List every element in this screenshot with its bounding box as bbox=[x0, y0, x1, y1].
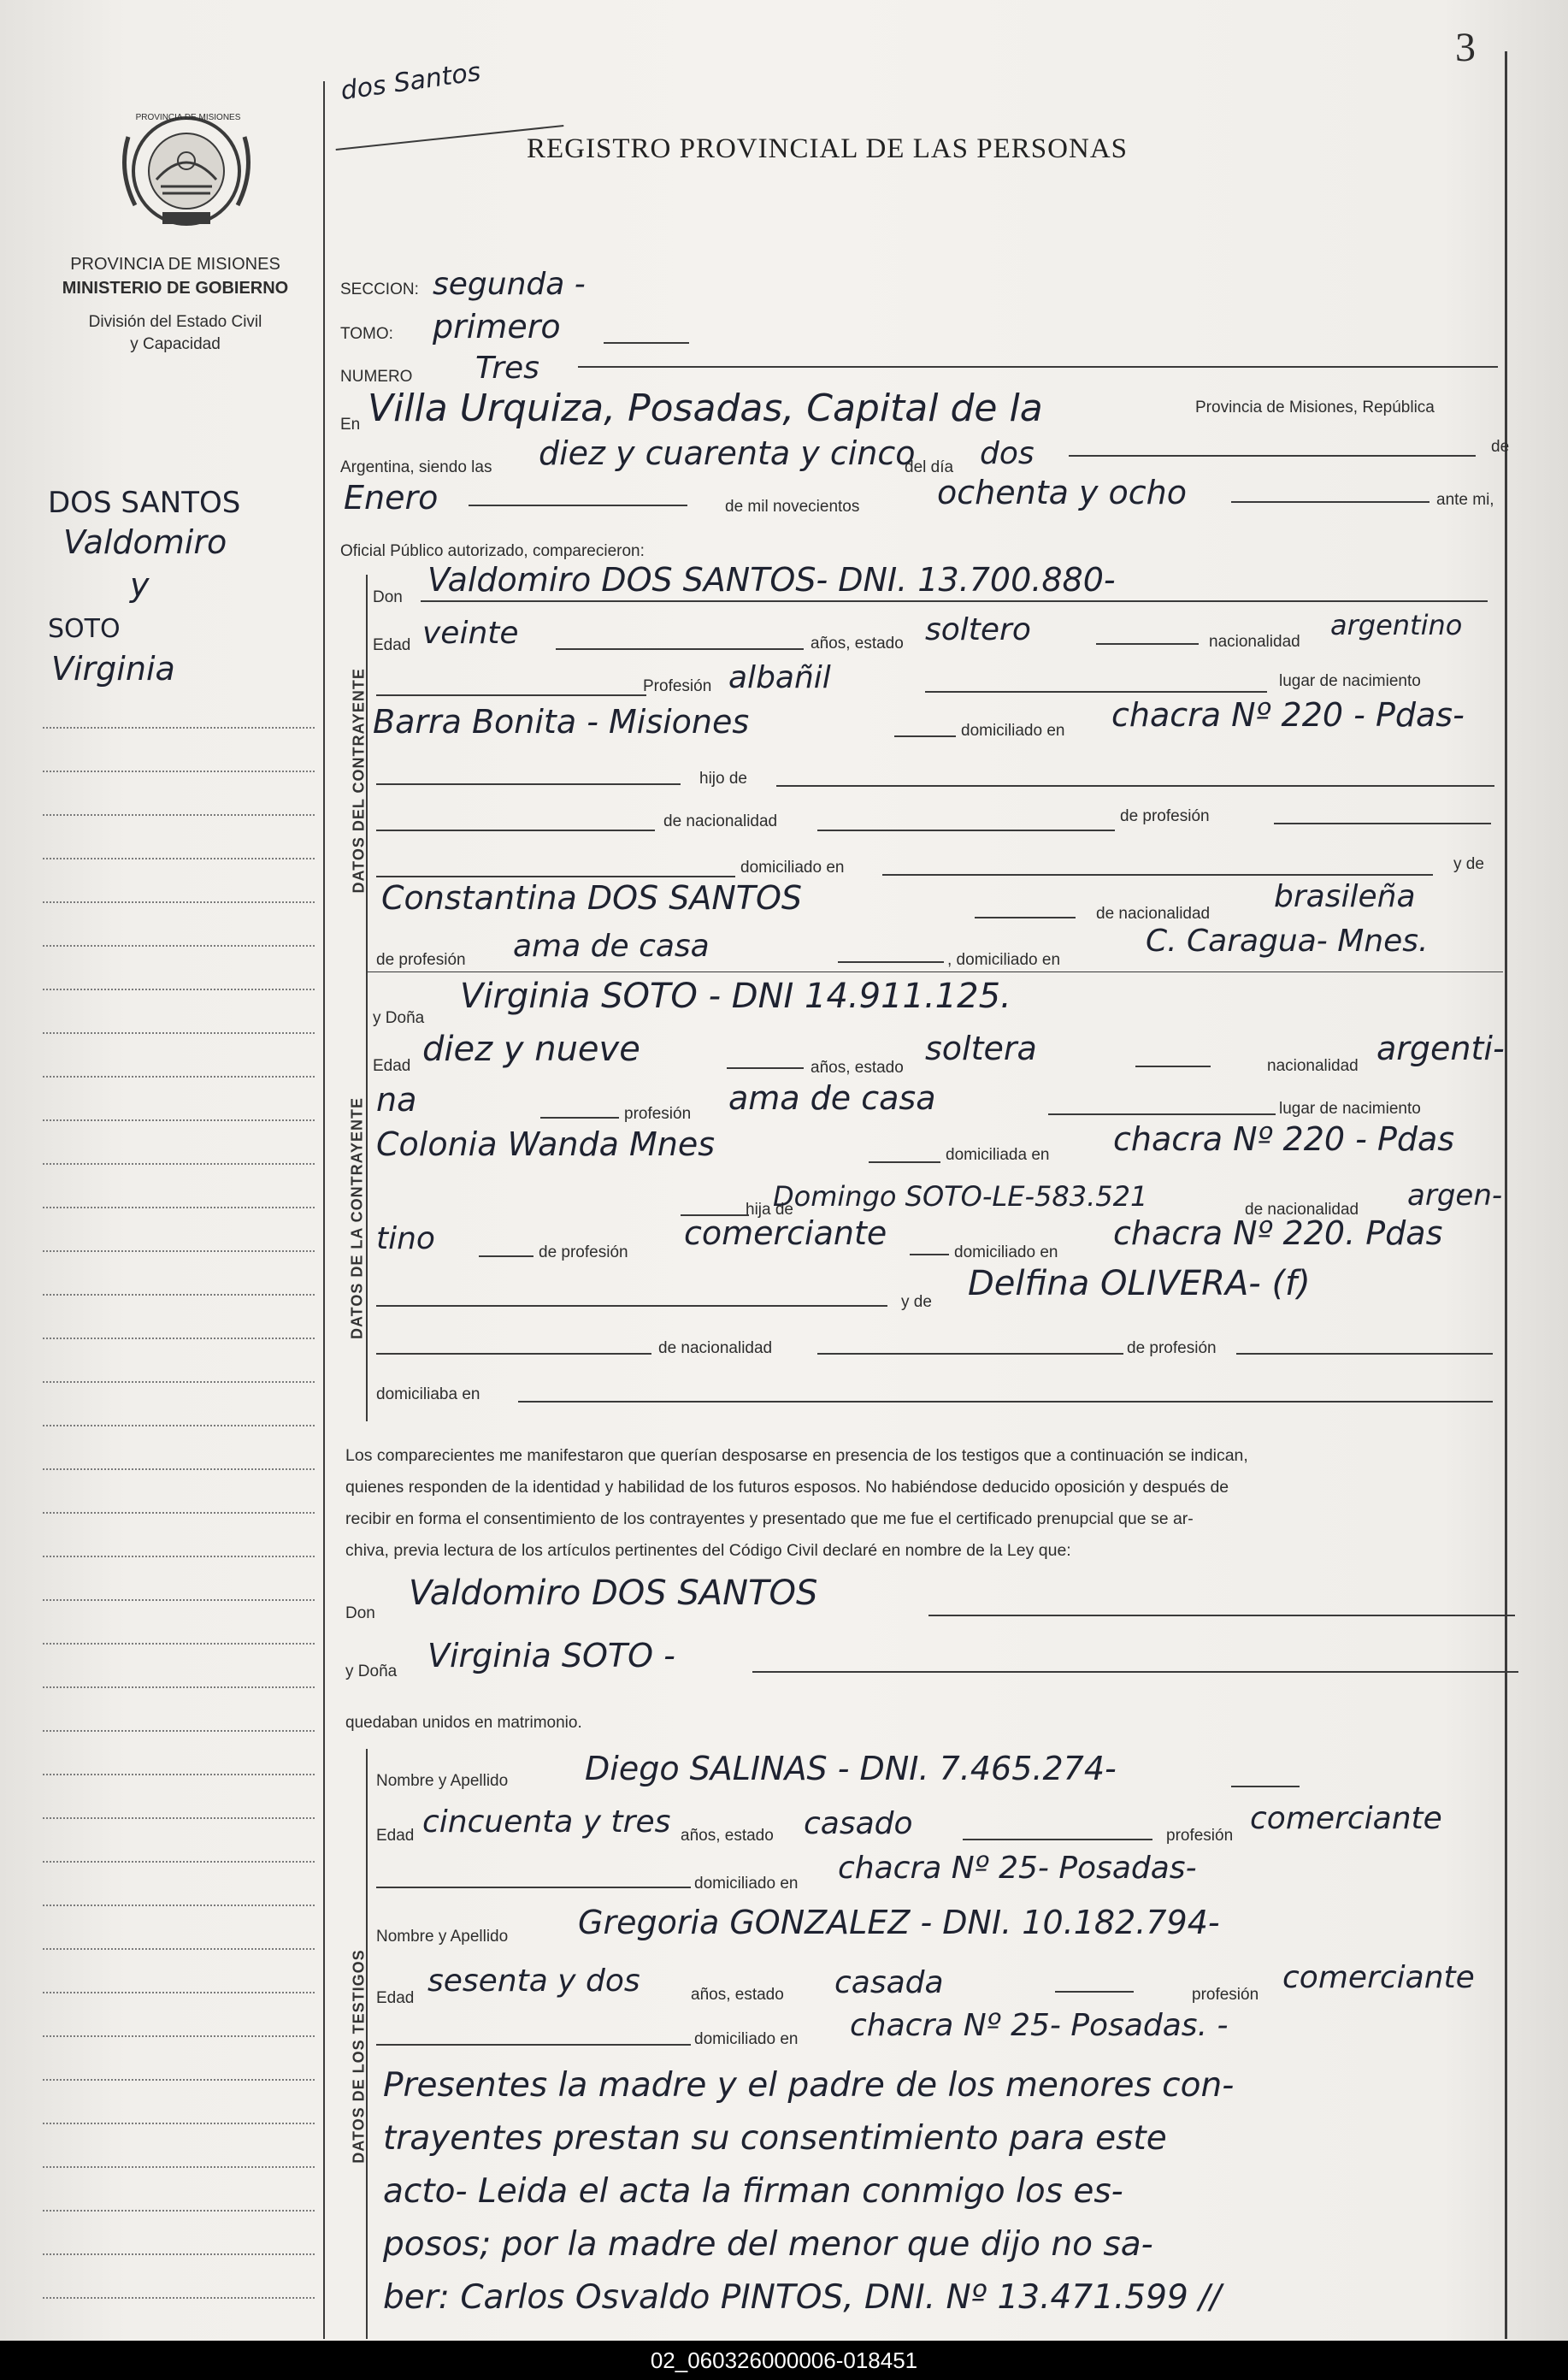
contrayenta-y-de-label: y de bbox=[901, 1293, 932, 1311]
margin-dotted-line bbox=[43, 1076, 315, 1078]
margin-dotted-line bbox=[43, 1948, 315, 1950]
lugar-nacimiento-label: lugar de nacimiento bbox=[1279, 672, 1421, 690]
testigo2-nombre-label: Nombre y Apellido bbox=[376, 1928, 509, 1946]
padre-nac-pre-underline bbox=[376, 830, 655, 831]
declaracion-line-2: quienes responden de la identidad y habilidad de los futuros esposos. No habiéndose deducido oposición y después de bbox=[345, 1478, 1229, 1497]
testigo2-profesion: comerciante bbox=[1282, 1960, 1475, 1995]
margin-dotted-line bbox=[43, 1294, 315, 1296]
margin-dotted-line bbox=[43, 1468, 315, 1470]
margin-dotted-line bbox=[43, 1992, 315, 1993]
y-de-label: y de bbox=[1453, 855, 1484, 873]
oficial-text: Oficial Público autorizado, comparecieron: bbox=[340, 542, 645, 560]
numero-underline bbox=[578, 366, 1498, 368]
testigo2-prof-label: profesión bbox=[1192, 1986, 1259, 2004]
seccion-label: SECCION: bbox=[340, 281, 419, 298]
del-dia-label: del día bbox=[905, 458, 954, 476]
padre-prof-pre-underline bbox=[479, 1255, 533, 1257]
testigo1-dom-label: domiciliado en bbox=[694, 1875, 799, 1893]
padre-prof-underline bbox=[1274, 823, 1491, 824]
contrayenta-prof-pre-underline bbox=[540, 1117, 619, 1119]
contrayenta-profesion: ama de casa bbox=[728, 1079, 936, 1117]
contrayenta-nac-label: nacionalidad bbox=[1267, 1057, 1359, 1075]
union-don-label: Don bbox=[345, 1604, 375, 1622]
margin-dotted-line bbox=[43, 1207, 315, 1208]
testigo2-edad: sesenta y dos bbox=[427, 1964, 640, 1999]
contrayente-lugar-nacimiento: Barra Bonita - Misiones bbox=[373, 703, 750, 741]
observaciones-text bbox=[383, 2059, 1234, 2324]
tomo-value: primero bbox=[433, 308, 561, 345]
contrayenta-edad-label: Edad bbox=[373, 1057, 411, 1075]
testigo1-estado-underline bbox=[963, 1839, 1152, 1840]
contrayenta-domiciliada-label: domiciliada en bbox=[946, 1146, 1050, 1164]
de-label: de bbox=[1491, 438, 1510, 456]
contrayenta-nacionalidad: argenti- bbox=[1376, 1030, 1505, 1067]
testigo1-prof-label: profesión bbox=[1166, 1827, 1234, 1845]
quedaban-text: quedaban unidos en matrimonio. bbox=[345, 1714, 582, 1732]
margin-dotted-line bbox=[43, 1512, 315, 1514]
madre2-prof-underline bbox=[1236, 1353, 1493, 1355]
margin-name-surname-1: DOS SANTOS bbox=[48, 486, 241, 520]
contrayenta-de-prof-label: de profesión bbox=[1127, 1339, 1217, 1357]
madre2-pre-underline bbox=[376, 1305, 887, 1307]
madre-domicilio: C. Caragua- Mnes. bbox=[1146, 924, 1429, 959]
margin-dotted-line bbox=[43, 2297, 315, 2299]
profesion-pre-underline bbox=[376, 694, 646, 696]
right-margin-rule bbox=[1505, 51, 1507, 2339]
padre-profesion: comerciante bbox=[684, 1214, 887, 1252]
declaracion-text bbox=[345, 1440, 1248, 1567]
margin-dotted-line bbox=[43, 1905, 315, 1906]
domiciliado-pre-underline bbox=[376, 876, 735, 877]
page-number: 3 bbox=[1455, 25, 1476, 70]
testigo1-nombre-underline bbox=[1231, 1786, 1300, 1787]
don-label: Don bbox=[373, 588, 403, 606]
contrayente-nombre-underline bbox=[421, 600, 1488, 602]
contrayente-edad: veinte bbox=[422, 616, 519, 651]
testigo1-nombre-label: Nombre y Apellido bbox=[376, 1772, 509, 1790]
mil-label: de mil novecientos bbox=[725, 498, 860, 516]
padre-dom-label: domiciliado en bbox=[954, 1243, 1058, 1261]
argentina-label: Argentina, siendo las bbox=[340, 458, 492, 476]
contrayenta-edad-underline bbox=[727, 1067, 804, 1069]
domiciliaba-underline bbox=[518, 1401, 1493, 1403]
margin-dotted-line bbox=[43, 1163, 315, 1165]
contrayenta-lugar-nacimiento: Colonia Wanda Mnes bbox=[376, 1125, 715, 1163]
en-label: En bbox=[340, 416, 361, 434]
de-profesion-label: de profesión bbox=[1120, 807, 1210, 825]
madre-dom-label: , domiciliado en bbox=[947, 951, 1061, 969]
margin-dotted-line bbox=[43, 1250, 315, 1252]
domiciliaba-label: domiciliaba en bbox=[376, 1385, 480, 1403]
union-dona-nombre: Virginia SOTO - bbox=[427, 1637, 675, 1674]
footer-document-code: 02_060326000006-018451 bbox=[0, 2341, 1568, 2380]
hijo-de-label: hijo de bbox=[699, 770, 747, 788]
contrayenta-prof-underline bbox=[1048, 1113, 1276, 1115]
testigo2-estado: casada bbox=[834, 1965, 944, 2000]
margin-dotted-line bbox=[43, 1643, 315, 1645]
margin-dotted-line bbox=[43, 2253, 315, 2255]
contrayenta-lugar-underline bbox=[869, 1161, 940, 1163]
padre-nac-underline bbox=[817, 830, 1115, 831]
contrayente-nacionalidad: argentino bbox=[1330, 609, 1463, 641]
margin-dotted-line bbox=[43, 989, 315, 990]
mes-value: Enero bbox=[344, 479, 439, 517]
contrayenta-estado: soltera bbox=[925, 1030, 1037, 1067]
hijo-de-underline bbox=[776, 785, 1494, 787]
testigo2-domicilio: chacra Nº 25- Posadas. - bbox=[850, 2008, 1229, 2043]
madre-prof-underline bbox=[838, 961, 944, 963]
section-label-contrayenta: DATOS DE LA CONTRAYENTE bbox=[348, 1096, 366, 1340]
observacion-line-4: posos; por la madre del menor que dijo no sa- bbox=[383, 2225, 1153, 2264]
madre-nombre: Constantina DOS SANTOS bbox=[381, 879, 802, 917]
padre-domicilio: chacra Nº 220. Pdas bbox=[1113, 1214, 1443, 1252]
contrayenta-nacionalidad-cont: na bbox=[376, 1081, 417, 1119]
padre-dom-underline bbox=[882, 874, 1433, 876]
margin-name-given-1: Valdomiro bbox=[63, 523, 227, 561]
madre-contrayenta-nombre: Delfina OLIVERA- (f) bbox=[968, 1264, 1311, 1303]
testigo2-estado-underline bbox=[1055, 1991, 1134, 1993]
nacionalidad-label: nacionalidad bbox=[1209, 633, 1300, 651]
testigo2-dom-label: domiciliado en bbox=[694, 2030, 799, 2048]
testigo2-dom-pre-underline bbox=[376, 2044, 691, 2046]
hija-de-label: hija de bbox=[746, 1201, 793, 1219]
contrayenta-profesion-label: profesión bbox=[624, 1105, 692, 1123]
margin-dotted-line bbox=[43, 2166, 315, 2168]
anios-estado-label: años, estado bbox=[811, 635, 904, 653]
union-don-underline bbox=[928, 1615, 1515, 1616]
testigo1-domicilio: chacra Nº 25- Posadas- bbox=[838, 1851, 1197, 1886]
margin-dotted-line bbox=[43, 1774, 315, 1775]
margin-dotted-line bbox=[43, 945, 315, 947]
numero-value: Tres bbox=[475, 351, 539, 386]
testigo1-estado: casado bbox=[804, 1806, 913, 1841]
org-ministry: MINISTERIO DE GOBIERNO bbox=[62, 279, 289, 298]
union-don-nombre: Valdomiro DOS SANTOS bbox=[409, 1574, 818, 1613]
margin-dotted-line bbox=[43, 814, 315, 816]
domiciliado-en-label: domiciliado en bbox=[740, 859, 845, 877]
contrayenta-anios-label: años, estado bbox=[811, 1059, 904, 1077]
domiciliado-label: domiciliado en bbox=[961, 722, 1065, 740]
testigo1-edad-label: Edad bbox=[376, 1827, 415, 1845]
numero-label: NUMERO bbox=[340, 368, 413, 386]
section-label-contrayente: DATOS DEL CONTRAYENTE bbox=[350, 668, 368, 894]
contrayenta-domicilio: chacra Nº 220 - Pdas bbox=[1113, 1120, 1455, 1158]
margin-dotted-line bbox=[43, 1032, 315, 1034]
contrayente-nombre: Valdomiro DOS SANTOS- DNI. 13.700.880- bbox=[427, 561, 1116, 599]
declaracion-line-1: Los comparecientes me manifestaron que querían desposarse en presencia de los testigos que a continuación se indican, bbox=[345, 1446, 1248, 1465]
dona-label: y Doña bbox=[373, 1009, 425, 1027]
dia-value: dos bbox=[980, 436, 1035, 471]
madre2-nac-pre-underline bbox=[376, 1353, 651, 1355]
margin-dotted-line bbox=[43, 858, 315, 859]
testigo1-edad: cincuenta y tres bbox=[422, 1804, 671, 1840]
margin-name-surname-2: SOTO bbox=[48, 614, 121, 644]
profesion-underline bbox=[925, 691, 1267, 693]
mes-underline bbox=[469, 505, 687, 506]
margin-name-connector: y bbox=[130, 566, 150, 604]
madre-profesion: ama de casa bbox=[513, 929, 710, 964]
anio-underline bbox=[1231, 501, 1429, 503]
union-dona-underline bbox=[752, 1671, 1518, 1673]
dia-underline bbox=[1069, 455, 1476, 457]
seccion-value: segunda - bbox=[433, 267, 586, 302]
observacion-line-5: ber: Carlos Osvaldo PINTOS, DNI. Nº 13.471.599 // bbox=[383, 2278, 1222, 2317]
provincia-label: Provincia de Misiones, República bbox=[1195, 399, 1435, 416]
margin-dotted-line bbox=[43, 1556, 315, 1557]
testigo1-profesion: comerciante bbox=[1250, 1801, 1442, 1836]
declaracion-line-3: recibir en forma el consentimiento de los contrayentes y presentado que me fue el certificado prenupcial que se ar- bbox=[345, 1509, 1194, 1528]
edad-label: Edad bbox=[373, 636, 411, 654]
margin-dotted-line bbox=[43, 1686, 315, 1688]
padre-prof-underline bbox=[910, 1254, 949, 1255]
margin-dotted-line bbox=[43, 1817, 315, 1819]
margin-dotted-line bbox=[43, 2123, 315, 2124]
edad-underline bbox=[556, 648, 804, 650]
madre-nombre-underline bbox=[975, 917, 1076, 918]
madre-prof-label: de profesión bbox=[376, 951, 466, 969]
misiones-seal-icon bbox=[109, 111, 263, 231]
contrayente-domicilio: chacra Nº 220 - Pdas- bbox=[1111, 696, 1465, 734]
anio-value: ochenta y ocho bbox=[937, 474, 1187, 511]
divider-contrayenta bbox=[366, 971, 1503, 972]
margin-dotted-line bbox=[43, 1119, 315, 1121]
contrayenta-de-nac-label: de nacionalidad bbox=[658, 1339, 773, 1357]
observacion-line-2: trayentes prestan su consentimiento para este bbox=[383, 2119, 1167, 2158]
margin-dotted-line bbox=[43, 2035, 315, 2037]
ante-label: ante mi, bbox=[1436, 491, 1494, 509]
contrayente-profesion: albañil bbox=[728, 660, 831, 695]
page-title: REGISTRO PROVINCIAL DE LAS PERSONAS bbox=[527, 133, 1129, 164]
padre-nacionalidad-cont: tino bbox=[376, 1221, 435, 1256]
lugar-acto-value: Villa Urquiza, Posadas, Capital de la bbox=[368, 387, 1043, 430]
margin-dotted-line bbox=[43, 1599, 315, 1601]
profesion-label: Profesión bbox=[643, 677, 712, 695]
margin-dotted-line bbox=[43, 2079, 315, 2081]
padre-contrayenta-nombre: Domingo SOTO-LE-583.521 bbox=[773, 1180, 1148, 1213]
left-margin-rule bbox=[323, 81, 325, 2339]
margin-annotation: dos Santos bbox=[339, 56, 483, 107]
margin-dotted-line bbox=[43, 727, 315, 729]
contrayente-estado: soltero bbox=[925, 612, 1031, 647]
contrayenta-nombre: Virginia SOTO - DNI 14.911.125. bbox=[460, 977, 1011, 1016]
margin-dotted-line bbox=[43, 771, 315, 772]
testigo2-nombre: Gregoria GONZALEZ - DNI. 10.182.794- bbox=[578, 1904, 1220, 1941]
contrayenta-estado-underline bbox=[1135, 1066, 1211, 1067]
tomo-label: TOMO: bbox=[340, 325, 393, 343]
margin-dotted-line bbox=[43, 1730, 315, 1732]
org-division: División del Estado Civil bbox=[88, 313, 262, 331]
madre2-nac-underline bbox=[817, 1353, 1123, 1355]
testigo1-nombre: Diego SALINAS - DNI. 7.465.274- bbox=[585, 1750, 1117, 1787]
margin-name-given-2: Virginia bbox=[51, 650, 175, 688]
margin-dotted-line bbox=[43, 1425, 315, 1426]
contrayenta-edad: diez y nueve bbox=[422, 1030, 640, 1069]
margin-dotted-line bbox=[43, 1861, 315, 1863]
testigo2-anios-label: años, estado bbox=[691, 1986, 784, 2004]
de-nacionalidad-label: de nacionalidad bbox=[663, 812, 778, 830]
hijo-de-pre-underline bbox=[376, 783, 681, 785]
org-province: PROVINCIA DE MISIONES bbox=[70, 255, 280, 274]
section-label-testigos: DATOS DE LOS TESTIGOS bbox=[350, 1949, 368, 2164]
observacion-line-1: Presentes la madre y el padre de los menores con- bbox=[383, 2066, 1235, 2105]
testigo1-anios-label: años, estado bbox=[681, 1827, 774, 1845]
margin-dotted-line bbox=[43, 1338, 315, 1339]
padre-nacionalidad: argen- bbox=[1407, 1178, 1503, 1213]
padre-nac-label: de nacionalidad bbox=[1245, 1201, 1359, 1219]
madre-nacionalidad: brasileña bbox=[1274, 879, 1416, 914]
margin-dotted-line bbox=[43, 2210, 315, 2212]
contrayenta-lugar-label: lugar de nacimiento bbox=[1279, 1100, 1421, 1118]
padre-prof-label: de profesión bbox=[539, 1243, 628, 1261]
testigo1-dom-pre-underline bbox=[376, 1887, 691, 1888]
margin-dotted-line bbox=[43, 901, 315, 903]
hora-value: diez y cuarenta y cinco bbox=[539, 434, 916, 472]
declaracion-line-4: chiva, previa lectura de los artículos pertinentes del Código Civil declaré en nombre de la Ley que: bbox=[345, 1541, 1071, 1560]
seal-text: PROVINCIA DE MISIONES bbox=[135, 113, 241, 122]
margin-dotted-line bbox=[43, 1381, 315, 1383]
estado-underline bbox=[1096, 643, 1199, 645]
tomo-underline bbox=[604, 342, 689, 344]
lugar-underline bbox=[894, 735, 956, 737]
observacion-line-3: acto- Leida el acta la firman conmigo los es- bbox=[383, 2172, 1123, 2211]
testigo2-edad-label: Edad bbox=[376, 1989, 415, 2007]
org-capacity: y Capacidad bbox=[130, 335, 221, 353]
madre-nac-label: de nacionalidad bbox=[1096, 905, 1211, 923]
union-dona-label: y Doña bbox=[345, 1662, 398, 1680]
